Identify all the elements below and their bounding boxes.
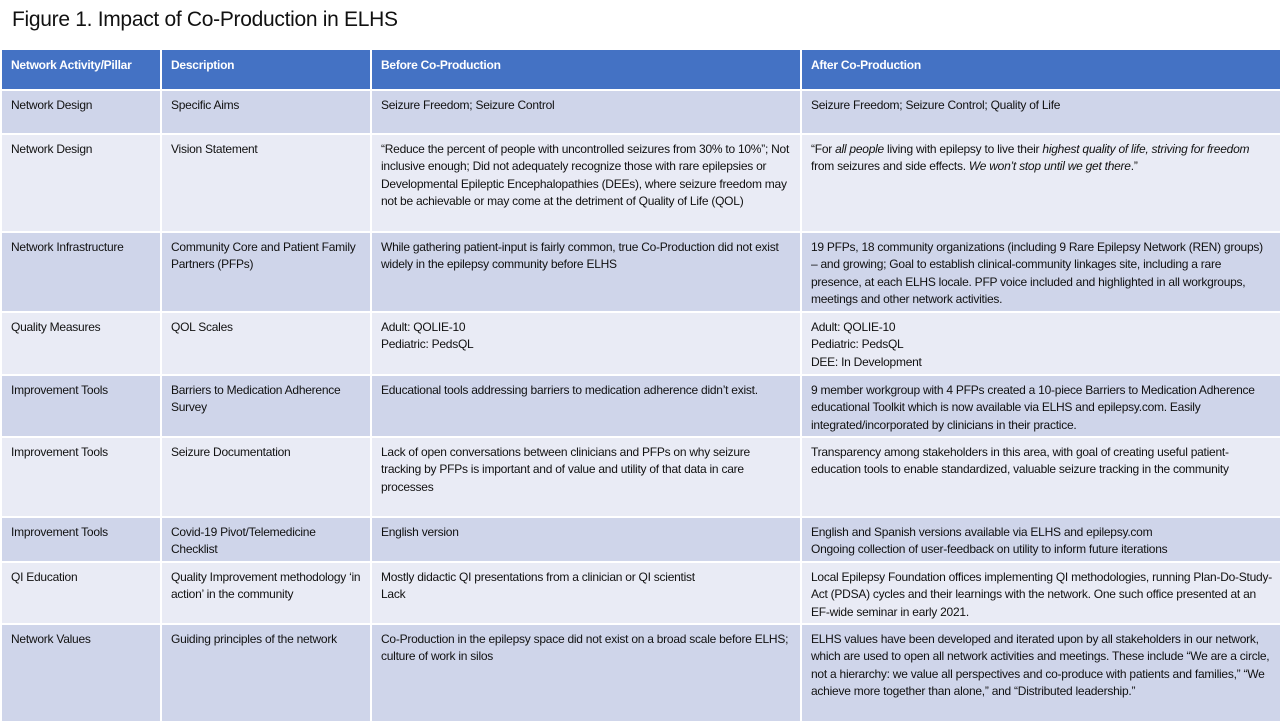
cell-before: Lack of open conversations between clinicians and PFPs on why seizure tracking by PFPs is important and of value and utility of that data in care processes bbox=[371, 437, 801, 517]
cell-after: Local Epilepsy Foundation offices implementing QI methodologies, running Plan-Do-Study-Act (PDSA) cycles and their learnings with the network. One such office presented at an EF-wide seminar in early 2021. bbox=[801, 562, 1280, 624]
figure-title: Figure 1. Impact of Co-Production in ELHS bbox=[12, 8, 398, 31]
table-header-row bbox=[1, 49, 1280, 90]
cell-line: Pediatric: PedsQL bbox=[381, 337, 474, 352]
cell-description: QOL Scales bbox=[161, 312, 371, 375]
cell-text-segment: all people bbox=[835, 142, 884, 156]
cell-pillar: Quality Measures bbox=[1, 312, 161, 375]
cell-description: Seizure Documentation bbox=[161, 437, 371, 517]
cell-line: English and Spanish versions available via ELHS and epilepsy.com bbox=[811, 525, 1153, 539]
cell-pillar: Improvement Tools bbox=[1, 517, 161, 562]
cell-pillar: Network Design bbox=[1, 90, 161, 134]
cell-text-segment: living with epilepsy to live their bbox=[883, 142, 1043, 156]
table-row bbox=[1, 312, 1280, 375]
cell-before: Educational tools addressing barriers to medication adherence didn’t exist. bbox=[371, 375, 801, 437]
cell-before: Seizure Freedom; Seizure Control bbox=[371, 90, 801, 134]
cell-pillar: QI Education bbox=[1, 562, 161, 624]
table-row bbox=[1, 134, 1280, 232]
table-row bbox=[1, 437, 1280, 517]
cell-before: “Reduce the percent of people with uncontrolled seizures from 30% to 10%”; Not inclusive enough; Did not adequately recognize those with rare epilepsies or Developmental Epileptic Encephalopathies (DEEs), where seizure freedom may not be achievable or may come at the detriment of Quality of Life (QOL) bbox=[371, 134, 801, 232]
cell-line: Adult: QOLIE-10 bbox=[381, 320, 466, 334]
co-production-table bbox=[0, 48, 1280, 723]
cell-line: Lack bbox=[381, 587, 406, 602]
cell-pillar: Network Values bbox=[1, 624, 161, 722]
cell-line: Adult: QOLIE-10 bbox=[811, 320, 896, 334]
column-header-pillar: Network Activity/Pillar bbox=[1, 49, 161, 90]
cell-pillar: Network Infrastructure bbox=[1, 232, 161, 312]
cell-after: 19 PFPs, 18 community organizations (including 9 Rare Epilepsy Network (REN) groups) – and growing; Goal to establish clinical-community linkages site, including a rare presence, at each ELHS locale. PFP voice included and highlighted in all workgroups, meetings and other network activities. bbox=[801, 232, 1280, 312]
table-row bbox=[1, 624, 1280, 722]
cell-description: Covid-19 Pivot/Telemedicine Checklist bbox=[161, 517, 371, 562]
cell-text-segment: “For bbox=[811, 142, 836, 156]
cell-before bbox=[371, 312, 801, 375]
table-row bbox=[1, 562, 1280, 624]
cell-before bbox=[371, 562, 801, 624]
cell-description: Community Core and Patient Family Partners (PFPs) bbox=[161, 232, 371, 312]
column-header-after: After Co-Production bbox=[801, 49, 1280, 90]
cell-before: English version bbox=[371, 517, 801, 562]
cell-text-segment: .” bbox=[1130, 159, 1138, 174]
cell-description: Vision Statement bbox=[161, 134, 371, 232]
cell-pillar: Network Design bbox=[1, 134, 161, 232]
cell-line: DEE: In Development bbox=[811, 354, 922, 369]
cell-after: Seizure Freedom; Seizure Control; Quality of Life bbox=[801, 90, 1280, 134]
cell-after bbox=[801, 134, 1280, 232]
cell-after: ELHS values have been developed and iterated upon by all stakeholders in our network, which are used to open all network activities and meetings. These include “We are a circle, not a hierarchy: we value all perspectives and co-produce with patients and families,” “We achieve more together than alone,” and “Distributed leadership.” bbox=[801, 624, 1280, 722]
cell-description: Guiding principles of the network bbox=[161, 624, 371, 722]
cell-line: Ongoing collection of user-feedback on utility to inform future iterations bbox=[811, 542, 1168, 557]
table-row bbox=[1, 517, 1280, 562]
table-row bbox=[1, 232, 1280, 312]
cell-description: Quality Improvement methodology ‘in action’ in the community bbox=[161, 562, 371, 624]
cell-before: Co-Production in the epilepsy space did not exist on a broad scale before ELHS; culture of work in silos bbox=[371, 624, 801, 722]
cell-line: Pediatric: PedsQL bbox=[811, 337, 904, 352]
cell-pillar: Improvement Tools bbox=[1, 437, 161, 517]
cell-description: Barriers to Medication Adherence Survey bbox=[161, 375, 371, 437]
cell-text-segment: We won’t stop until we get there bbox=[968, 159, 1131, 174]
cell-line: Mostly didactic QI presentations from a clinician or QI scientist bbox=[381, 570, 695, 584]
column-header-description: Description bbox=[161, 49, 371, 90]
cell-pillar: Improvement Tools bbox=[1, 375, 161, 437]
cell-text-segment: highest quality of life, striving for freedom bbox=[1042, 142, 1250, 156]
cell-description: Specific Aims bbox=[161, 90, 371, 134]
cell-after: Transparency among stakeholders in this area, with goal of creating useful patient-education tools to enable standardized, valuable seizure tracking in the community bbox=[801, 437, 1280, 517]
table-row bbox=[1, 90, 1280, 134]
table-row bbox=[1, 375, 1280, 437]
cell-after: 9 member workgroup with 4 PFPs created a 10-piece Barriers to Medication Adherence educational Toolkit which is now available via ELHS and epilepsy.com. Easily integrated/incorporated by clinicians in their practice. bbox=[801, 375, 1280, 437]
cell-text-segment: from seizures and side effects. bbox=[811, 159, 969, 174]
column-header-before: Before Co-Production bbox=[371, 49, 801, 90]
cell-after bbox=[801, 312, 1280, 375]
cell-before: While gathering patient-input is fairly common, true Co-Production did not exist widely in the epilepsy community before ELHS bbox=[371, 232, 801, 312]
cell-after bbox=[801, 517, 1280, 562]
